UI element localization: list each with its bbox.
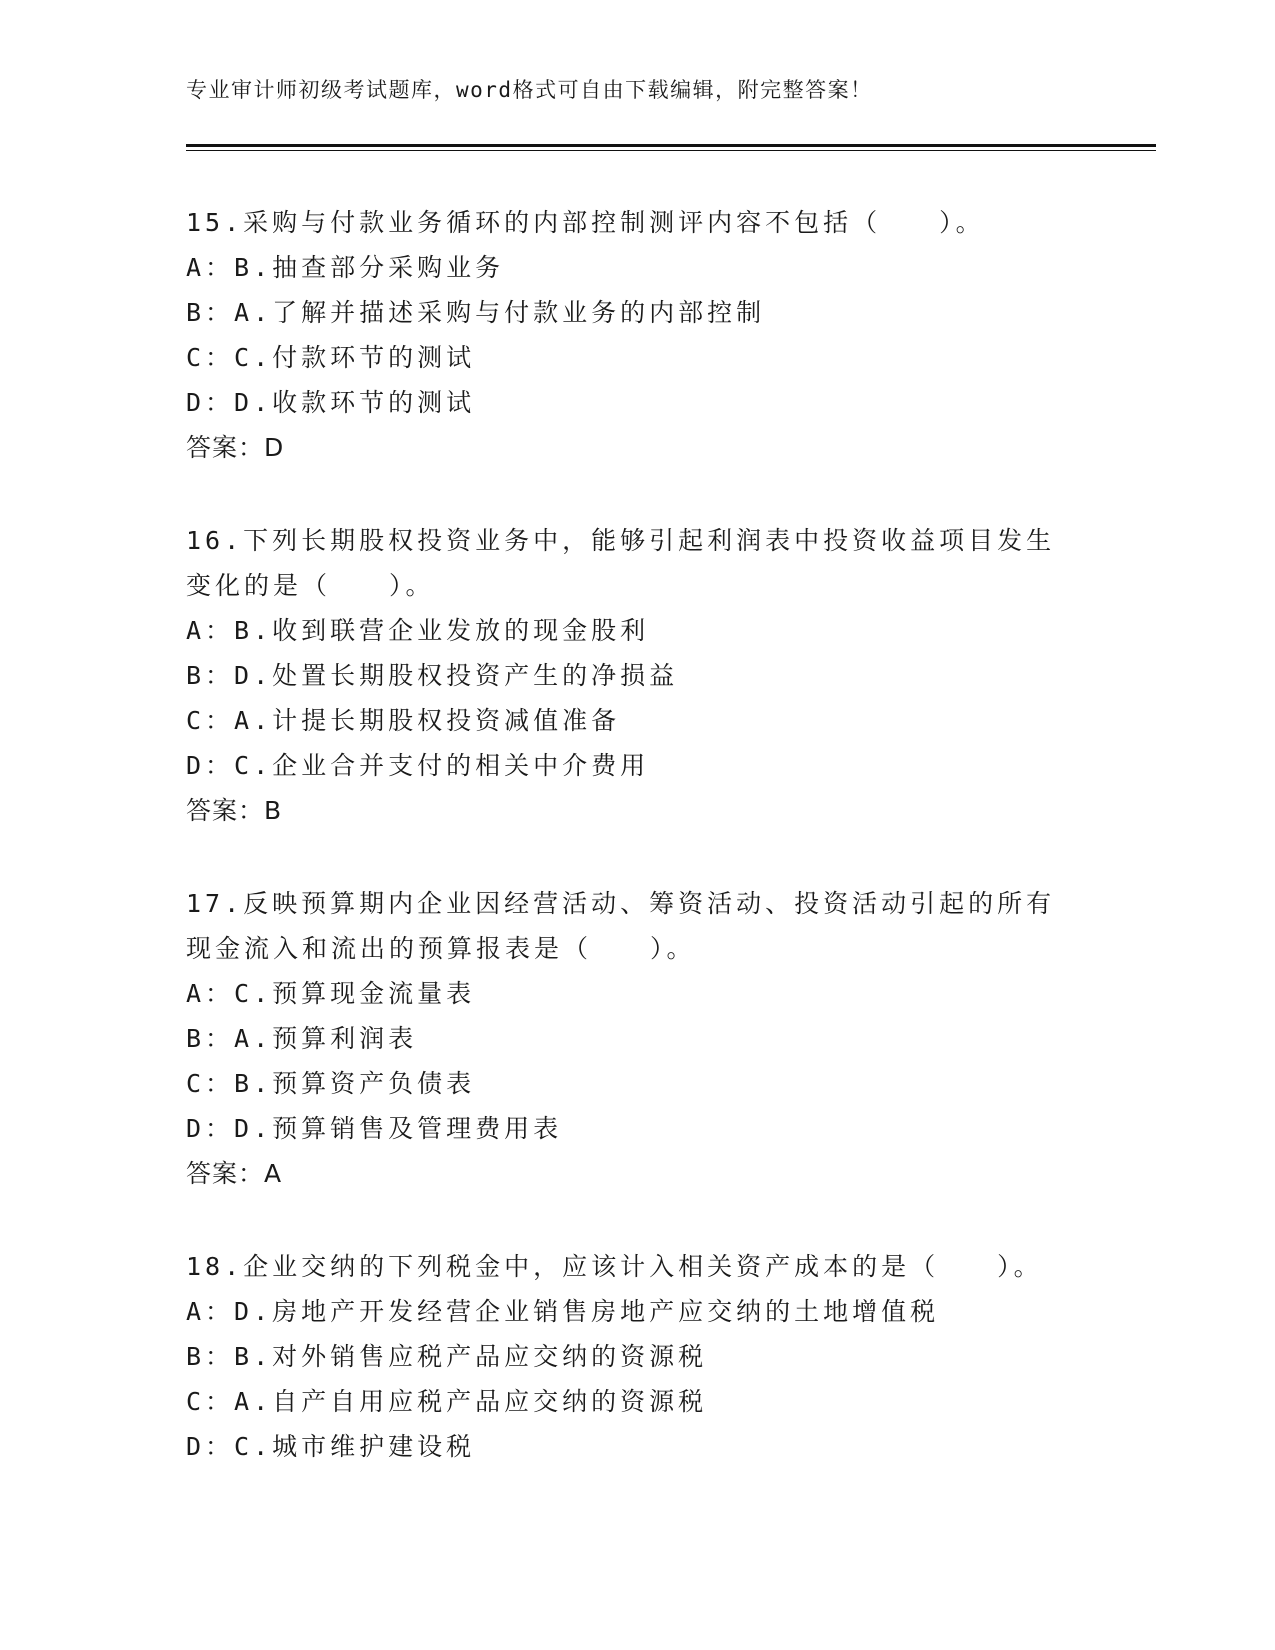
option-c: C：A.自产自用应税产品应交纳的资源税 bbox=[186, 1387, 708, 1416]
question-stem: 17.反映预算期内企业因经营活动、筹资活动、投资活动引起的所有现金流入和流出的预算报表是（ ）。 bbox=[186, 889, 1056, 963]
option-a: A：B.收到联营企业发放的现金股利 bbox=[186, 616, 650, 645]
option-a: A：D.房地产开发经营企业销售房地产应交纳的土地增值税 bbox=[186, 1297, 940, 1326]
question-list bbox=[186, 200, 1156, 1517]
option-c: C：B.预算资产负债表 bbox=[186, 1069, 476, 1098]
option-b: B：B.对外销售应税产品应交纳的资源税 bbox=[186, 1342, 708, 1371]
answer-label: 答案：D bbox=[186, 433, 285, 462]
header-divider bbox=[186, 144, 1156, 147]
option-d: D：D.预算销售及管理费用表 bbox=[186, 1114, 563, 1143]
question-stem: 16.下列长期股权投资业务中，能够引起利润表中投资收益项目发生变化的是（ ）。 bbox=[186, 526, 1056, 600]
page-header: 专业审计师初级考试题库，word格式可自由下载编辑，附完整答案！ bbox=[186, 78, 873, 102]
option-a: A：C.预算现金流量表 bbox=[186, 979, 476, 1008]
question-stem: 18.企业交纳的下列税金中，应该计入相关资产成本的是（ ）。 bbox=[186, 1252, 1043, 1281]
option-d: D：C.城市维护建设税 bbox=[186, 1432, 476, 1461]
answer-label: 答案：A bbox=[186, 1159, 283, 1188]
question-17 bbox=[186, 881, 1156, 1196]
question-16 bbox=[186, 518, 1156, 833]
question-15 bbox=[186, 200, 1156, 470]
option-b: B：A.预算利润表 bbox=[186, 1024, 418, 1053]
question-stem: 15.采购与付款业务循环的内部控制测评内容不包括（ ）。 bbox=[186, 208, 985, 237]
option-a: A：B.抽查部分采购业务 bbox=[186, 253, 505, 282]
option-b: B：A.了解并描述采购与付款业务的内部控制 bbox=[186, 298, 766, 327]
option-d: D：C.企业合并支付的相关中介费用 bbox=[186, 751, 650, 780]
option-c: C：C.付款环节的测试 bbox=[186, 343, 476, 372]
option-b: B：D.处置长期股权投资产生的净损益 bbox=[186, 661, 679, 690]
answer-label: 答案：B bbox=[186, 796, 283, 825]
question-18 bbox=[186, 1244, 1156, 1469]
option-c: C：A.计提长期股权投资减值准备 bbox=[186, 706, 621, 735]
option-d: D：D.收款环节的测试 bbox=[186, 388, 476, 417]
header-divider-thin bbox=[186, 150, 1156, 151]
